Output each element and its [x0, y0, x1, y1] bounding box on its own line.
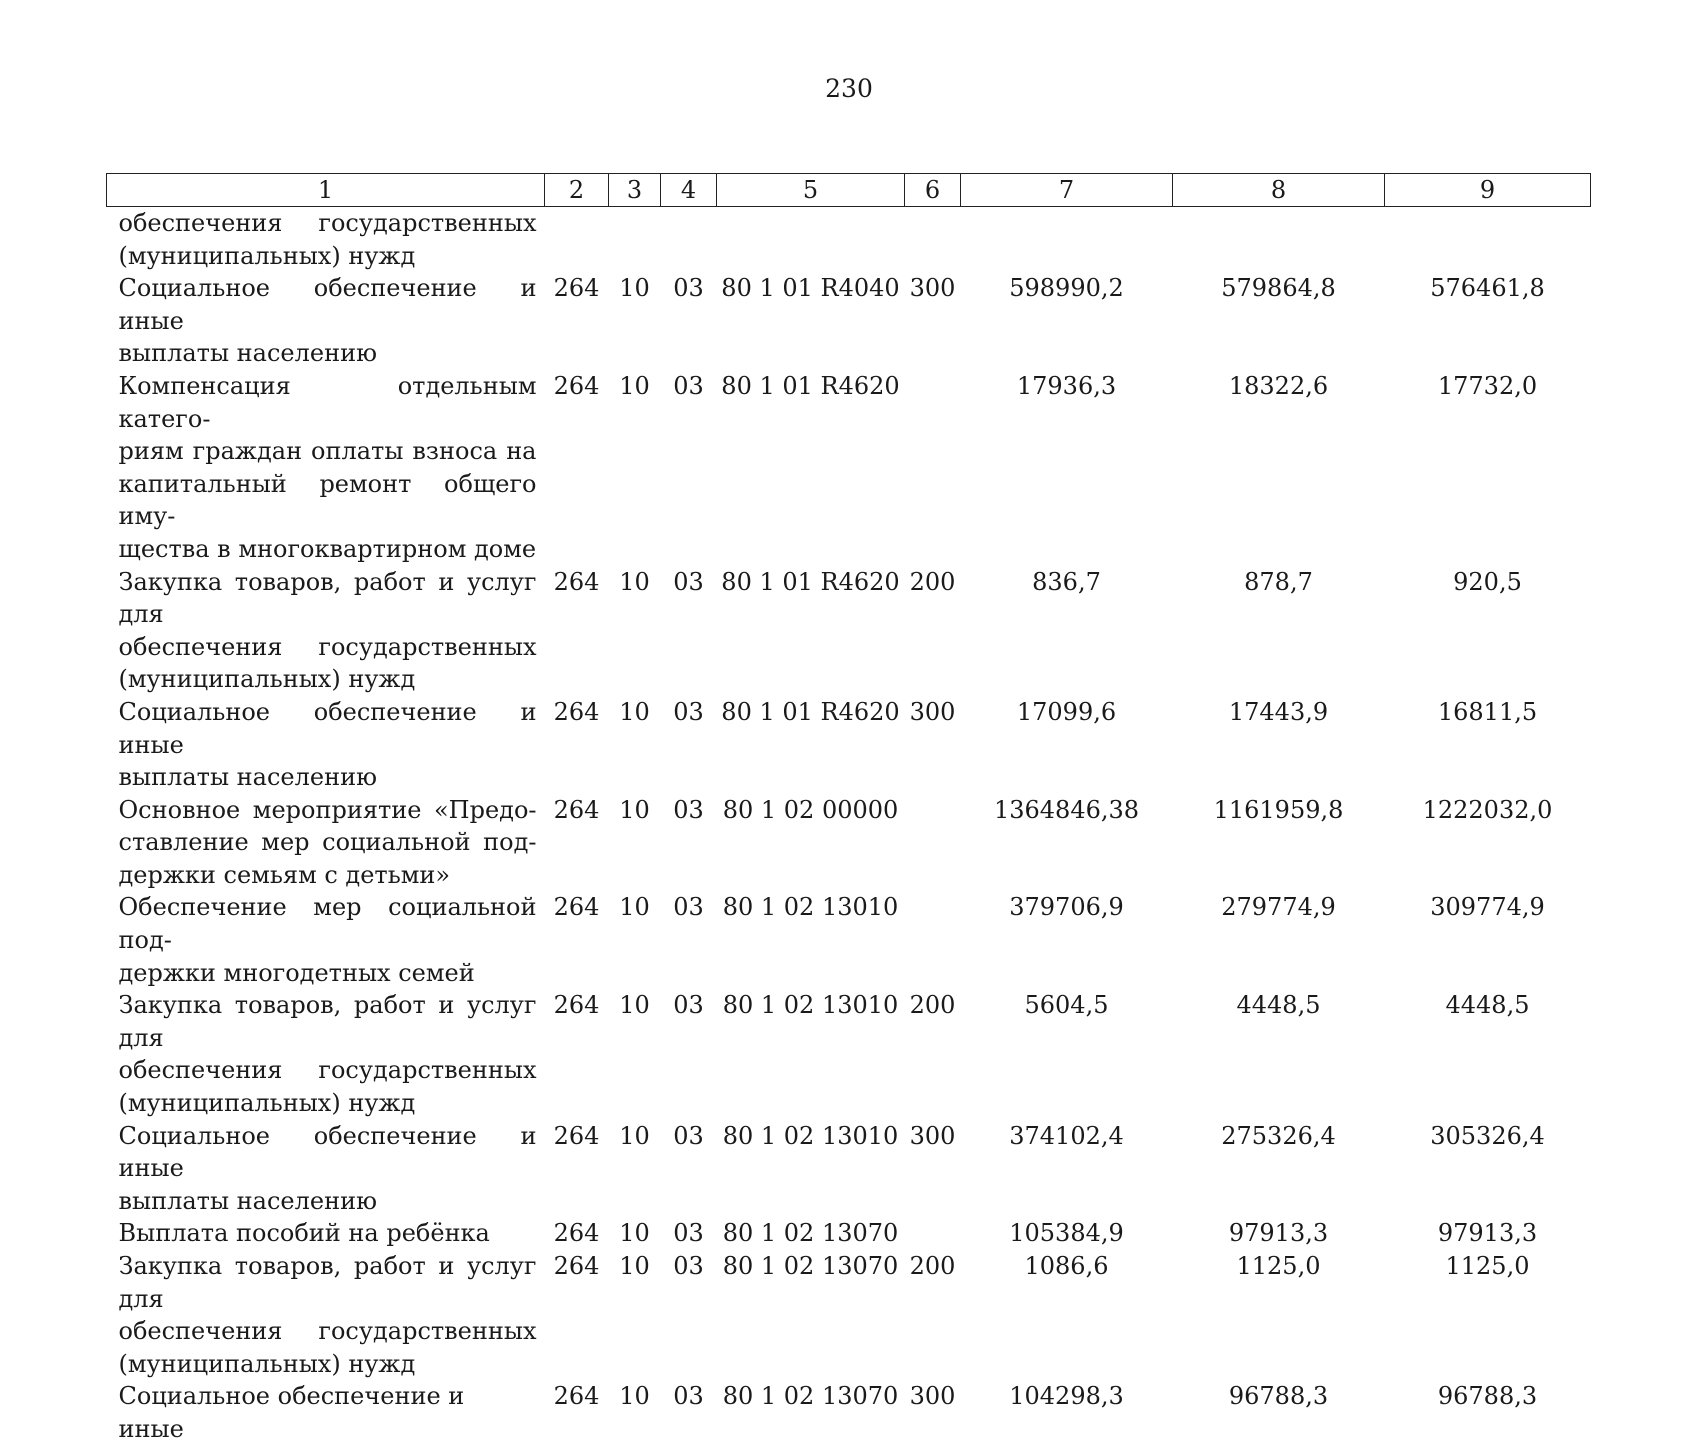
ministry-code-cell: 264 [553, 795, 600, 824]
amount-year-3-cell [1385, 207, 1591, 273]
subsection-code-cell [661, 207, 717, 273]
subsection-code-cell: 03 [673, 1121, 704, 1150]
amount-year-1-cell: 1364846,38 [993, 795, 1140, 824]
table-row [107, 566, 1591, 696]
description-cell [107, 566, 545, 696]
description-line: обеспечения государственных [118, 1056, 537, 1085]
table-row [107, 272, 1591, 370]
section-code-cell: 10 [619, 1252, 650, 1280]
description-line: (муниципальных) нужд [118, 241, 416, 270]
section-code-cell: 10 [619, 274, 650, 303]
subsection-code-cell: 03 [673, 567, 704, 596]
amount-year-2-cell: 279774,9 [1221, 893, 1336, 922]
target-article-cell: 80 1 02 13070 [722, 1382, 899, 1411]
expense-type-cell [905, 370, 961, 566]
amount-year-1-cell: 1086,6 [1024, 1252, 1109, 1280]
expense-type-cell: 200 [909, 991, 956, 1020]
amount-year-3-cell: 305326,4 [1430, 1121, 1545, 1150]
amount-year-3-cell: 1222032,0 [1422, 795, 1553, 824]
ministry-code-cell: 264 [553, 567, 600, 596]
amount-year-1-cell: 374102,4 [1009, 1121, 1124, 1150]
amount-year-1-cell: 379706,9 [1009, 893, 1124, 922]
description-line: (муниципальных) нужд [118, 665, 416, 694]
ministry-code-cell: 264 [553, 371, 600, 400]
subsection-code-cell: 03 [673, 1252, 704, 1280]
amount-year-3-cell: 920,5 [1453, 567, 1522, 596]
amount-year-2-cell: 1161959,8 [1213, 795, 1344, 824]
amount-year-1-cell: 836,7 [1032, 567, 1101, 596]
amount-year-3-cell: 16811,5 [1437, 697, 1538, 726]
column-header: 5 [717, 174, 905, 207]
description-cell [107, 1380, 545, 1445]
description-line: выплаты населению [118, 1186, 377, 1215]
section-code-cell: 10 [619, 1382, 650, 1411]
section-code-cell: 10 [619, 697, 650, 726]
section-code-cell: 10 [619, 795, 650, 824]
amount-year-3-cell: 17732,0 [1437, 371, 1538, 400]
amount-year-3-cell: 96788,3 [1437, 1382, 1538, 1411]
description-line: выплаты населению [118, 339, 377, 368]
amount-year-2-cell: 579864,8 [1221, 274, 1336, 303]
amount-year-3-cell: 97913,3 [1437, 1219, 1538, 1248]
amount-year-2-cell: 17443,9 [1228, 697, 1329, 726]
amount-year-3-cell: 1125,0 [1445, 1252, 1530, 1280]
target-article-cell: 80 1 02 13070 [722, 1219, 899, 1248]
description-line: Обеспечение мер социальной под- [118, 893, 537, 955]
expense-type-cell: 300 [909, 1121, 956, 1150]
subsection-code-cell: 03 [673, 1382, 704, 1411]
description-line: держки семьям с детьми» [118, 860, 451, 889]
budget-table [106, 173, 1591, 1446]
description-cell [107, 1217, 545, 1250]
amount-year-2-cell [1173, 207, 1385, 273]
expense-type-cell: 200 [909, 1252, 956, 1280]
amount-year-1-cell: 17099,6 [1016, 697, 1117, 726]
column-header: 4 [661, 174, 717, 207]
ministry-code-cell: 264 [553, 991, 600, 1020]
amount-year-1-cell: 17936,3 [1016, 371, 1117, 400]
table-row [107, 370, 1591, 566]
target-article-cell [717, 207, 905, 273]
description-cell [107, 370, 545, 566]
description-line: (муниципальных) нужд [118, 1089, 416, 1118]
ministry-code-cell: 264 [553, 1219, 600, 1248]
column-header: 7 [961, 174, 1173, 207]
amount-year-2-cell: 4448,5 [1236, 991, 1321, 1020]
description-cell [107, 696, 545, 794]
expense-type-cell [905, 207, 961, 273]
description-line: обеспечения государственных [118, 1317, 537, 1346]
description-cell [107, 891, 545, 989]
column-header: 3 [609, 174, 661, 207]
budget-table-container [106, 173, 1590, 1446]
section-code-cell: 10 [619, 567, 650, 596]
table-row [107, 1217, 1591, 1250]
description-line: риям граждан оплаты взноса на [118, 437, 537, 466]
ministry-code-cell: 264 [553, 893, 600, 922]
section-code-cell: 10 [619, 1121, 650, 1150]
amount-year-1-cell: 598990,2 [1009, 274, 1124, 303]
amount-year-2-cell: 878,7 [1244, 567, 1313, 596]
target-article-cell: 80 1 02 00000 [722, 795, 899, 824]
page-number: 230 [825, 74, 873, 103]
expense-type-cell: 300 [909, 1382, 956, 1411]
target-article-cell: 80 1 02 13010 [722, 991, 899, 1020]
amount-year-2-cell: 1125,0 [1236, 1252, 1321, 1280]
target-article-cell: 80 1 02 13010 [722, 1121, 899, 1150]
ministry-code-cell [545, 207, 609, 273]
ministry-code-cell: 264 [553, 697, 600, 726]
description-cell [107, 272, 545, 370]
subsection-code-cell: 03 [673, 1219, 704, 1248]
amount-year-2-cell: 96788,3 [1228, 1382, 1329, 1411]
target-article-cell: 80 1 02 13010 [722, 893, 899, 922]
description-line: Социальное обеспечение и иные [118, 697, 537, 759]
table-row [107, 891, 1591, 989]
description-line: обеспечения государственных [118, 632, 537, 661]
column-header: 6 [905, 174, 961, 207]
subsection-code-cell: 03 [673, 274, 704, 303]
description-line: Закупка товаров, работ и услуг для [118, 567, 537, 629]
amount-year-2-cell: 275326,4 [1221, 1121, 1336, 1150]
description-line: щества в многоквартирном доме [118, 534, 537, 563]
description-line: обеспечения государственных [118, 209, 537, 237]
table-row [107, 1380, 1591, 1445]
description-line: Социальное обеспечение и иные [118, 1121, 537, 1183]
ministry-code-cell: 264 [553, 1252, 600, 1280]
target-article-cell: 80 1 01 R4620 [721, 697, 900, 726]
subsection-code-cell: 03 [673, 991, 704, 1020]
amount-year-1-cell [961, 207, 1173, 273]
column-header: 9 [1385, 174, 1591, 207]
description-line: Закупка товаров, работ и услуг для [118, 991, 537, 1052]
amount-year-2-cell: 18322,6 [1228, 371, 1329, 400]
column-header: 8 [1173, 174, 1385, 207]
description-line: Выплата пособий на ребёнка [118, 1219, 490, 1248]
expense-type-cell: 300 [909, 274, 956, 303]
description-line: Социальное обеспечение и иные [118, 1382, 465, 1443]
target-article-cell: 80 1 01 R4620 [721, 567, 900, 596]
description-cell [107, 794, 545, 892]
description-line: Закупка товаров, работ и услуг для [118, 1252, 537, 1313]
amount-year-3-cell: 309774,9 [1430, 893, 1545, 922]
description-cell [107, 1250, 545, 1380]
description-line: Компенсация отдельным катего- [118, 371, 537, 433]
description-cell [107, 207, 545, 273]
column-header: 2 [545, 174, 609, 207]
column-header: 1 [107, 174, 545, 207]
section-code-cell: 10 [619, 991, 650, 1020]
target-article-cell: 80 1 02 13070 [722, 1252, 899, 1280]
expense-type-cell [905, 891, 961, 989]
description-line: держки многодетных семей [118, 958, 475, 987]
ministry-code-cell: 264 [553, 1382, 600, 1411]
description-cell [107, 989, 545, 1119]
table-row [107, 794, 1591, 892]
section-code-cell: 10 [619, 371, 650, 400]
expense-type-cell: 300 [909, 697, 956, 726]
table-body [107, 207, 1591, 1446]
ministry-code-cell: 264 [553, 1121, 600, 1150]
table-row [107, 1120, 1591, 1218]
amount-year-1-cell: 105384,9 [1009, 1219, 1124, 1248]
ministry-code-cell: 264 [553, 274, 600, 303]
subsection-code-cell: 03 [673, 371, 704, 400]
subsection-code-cell: 03 [673, 697, 704, 726]
table-row [107, 696, 1591, 794]
table-row [107, 207, 1591, 273]
amount-year-2-cell: 97913,3 [1228, 1219, 1329, 1248]
amount-year-3-cell: 576461,8 [1430, 274, 1545, 303]
description-line: капитальный ремонт общего иму- [118, 469, 537, 531]
description-line: ставление мер социальной под- [118, 828, 537, 857]
target-article-cell: 80 1 01 R4040 [721, 274, 900, 303]
expense-type-cell [905, 1217, 961, 1250]
section-code-cell: 10 [619, 1219, 650, 1248]
description-cell [107, 1120, 545, 1218]
amount-year-1-cell: 5604,5 [1024, 991, 1109, 1020]
table-row [107, 1250, 1591, 1380]
expense-type-cell: 200 [909, 567, 956, 596]
description-line: выплаты населению [118, 763, 377, 792]
section-code-cell: 10 [619, 893, 650, 922]
header-row [107, 174, 1591, 207]
description-line: Социальное обеспечение и иные [118, 274, 537, 335]
amount-year-1-cell: 104298,3 [1009, 1382, 1124, 1411]
section-code-cell [609, 207, 661, 273]
target-article-cell: 80 1 01 R4620 [721, 371, 900, 400]
subsection-code-cell: 03 [673, 893, 704, 922]
subsection-code-cell: 03 [673, 795, 704, 824]
table-row [107, 989, 1591, 1119]
expense-type-cell [905, 794, 961, 892]
description-line: (муниципальных) нужд [118, 1349, 416, 1378]
amount-year-3-cell: 4448,5 [1445, 991, 1530, 1020]
description-line: Основное мероприятие «Предо- [118, 795, 537, 824]
